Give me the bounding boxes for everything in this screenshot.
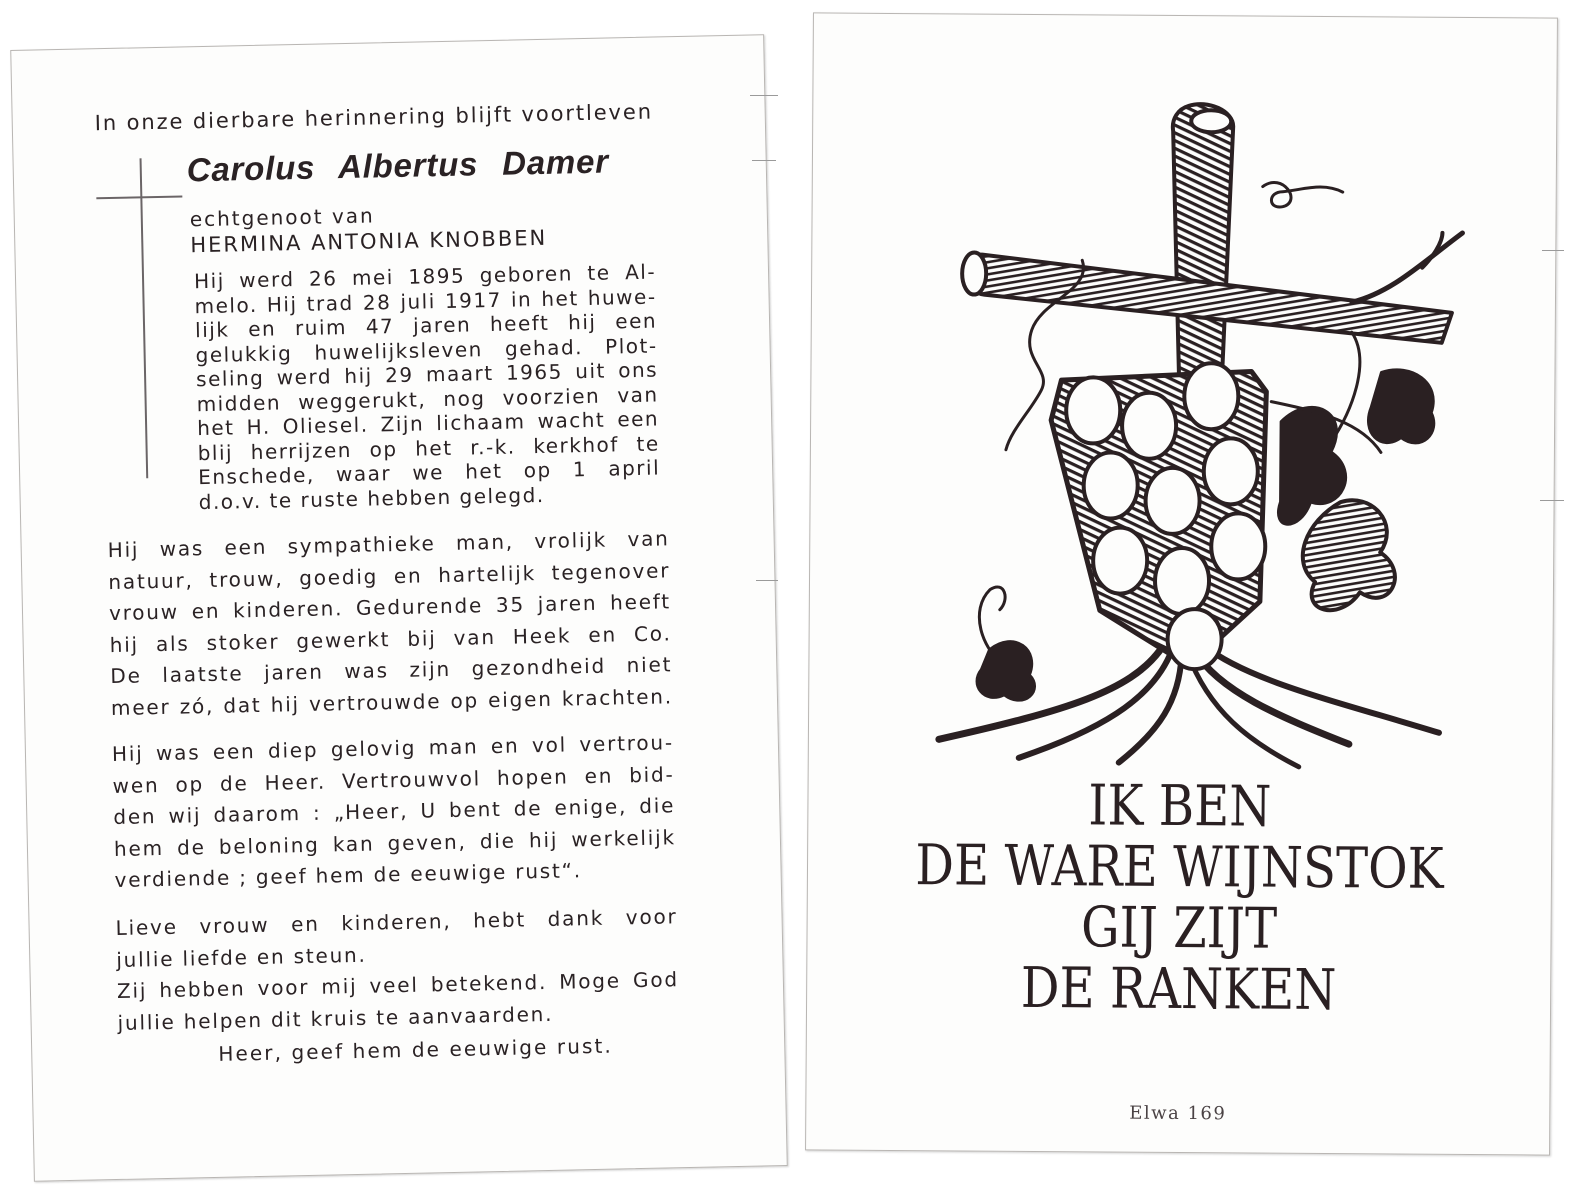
motto-line: IK BEN [1088,773,1272,840]
paragraph-line: De laatste jaren was zijn gezondheid niet [110,652,673,689]
scan-edge-mark [752,160,776,161]
motto-line: GIJ ZIJT [1080,895,1278,962]
bio-line: lijk en ruim 47 jaren heeft hij een [194,308,658,343]
character-paragraph [107,523,673,724]
paragraph-line: meer zó, dat hij vertrouwde op eigen krachten. [110,683,674,720]
paragraph-line: verdiende ; geef hem de eeuwige rust“. [114,858,583,893]
bio-line: Enschede, waar we het op 1 april [197,455,661,490]
bio-line: seling werd hij 29 maart 1965 uit ons [195,357,659,392]
faith-paragraph [112,727,677,896]
motto-line: DE WARE WIJNSTOK [915,833,1444,902]
spouse-name: HERMINA ANTONIA KNOBBEN [190,225,548,258]
paragraph-line: hij als stoker gewerkt bij van Heek en Co. [109,620,672,657]
paragraph-line: Zij hebben voor mij veel betekend. Moge God [116,967,680,1003]
paragraph-line: Lieve vrouw en kinderen, hebt dank voor [115,904,678,941]
bio-line: midden weggerukt, nog voorzien van [196,382,659,416]
paragraph-line: wen op de Heer. Vertrouwvol hopen en bid- [112,761,675,798]
cross-vertical-bar [140,158,149,478]
paragraph-line: jullie helpen dit kruis te aanvaarden. [117,1001,554,1035]
bio-line: blij herrijzen op het r.-k. kerkhof te [197,431,660,465]
paragraph-line: hem de beloning kan geven, die hij werkelijk [113,824,677,861]
paragraph-line: jullie liefde en steun. [116,942,367,972]
bio-line: het H. Oliesel. Zijn lichaam wacht een [196,406,660,441]
scan-edge-mark [1542,250,1564,251]
farewell-paragraph [115,901,680,1039]
intro-line: In onze dierbare herinnering blijft voortleven [94,99,654,136]
closing-prayer: Heer, geef hem de eeuwige rust. [218,1033,614,1066]
cross-horizontal-bar [96,195,182,199]
bio-line: Hij werd 26 mei 1895 geboren te Al- [193,259,657,294]
paragraph-line: den wij daarom : „Heer, U bent de enige, die [113,793,676,830]
scan-edge-mark [1540,500,1564,501]
bio-line: melo. Hij trad 28 juli 1917 in het huwe- [194,284,657,318]
paragraph-line: Hij was een diep gelovig man en vol vertrou- [111,730,675,767]
scan-edge-mark [756,580,778,581]
publisher-mark: Elwa 169 [1129,1102,1227,1125]
deceased-name: Carolus Albertus Damer [186,142,610,189]
scripture-motto [807,773,1552,1022]
illustration-card [805,12,1558,1155]
bio-line: d.o.v. te ruste hebben gelegd. [198,482,545,514]
spouse-label: echtgenoot van [189,203,375,232]
grapevine-cross-illustration [919,89,1484,773]
memorial-text-card [10,34,788,1182]
bio-line: gelukkig huwelijksleven gehad. Plot- [195,333,658,367]
scan-edge-mark [750,95,778,96]
biography [194,260,661,515]
paragraph-line: vrouw en kinderen. Gedurende 35 jaren heeft [108,589,672,626]
paragraph-line: Hij was een sympathieke man, vrolijk van [107,526,670,563]
motto-line: DE RANKEN [1020,955,1337,1024]
paragraph-line: natuur, trouw, goedig en hartelijk tegenover [108,557,671,594]
